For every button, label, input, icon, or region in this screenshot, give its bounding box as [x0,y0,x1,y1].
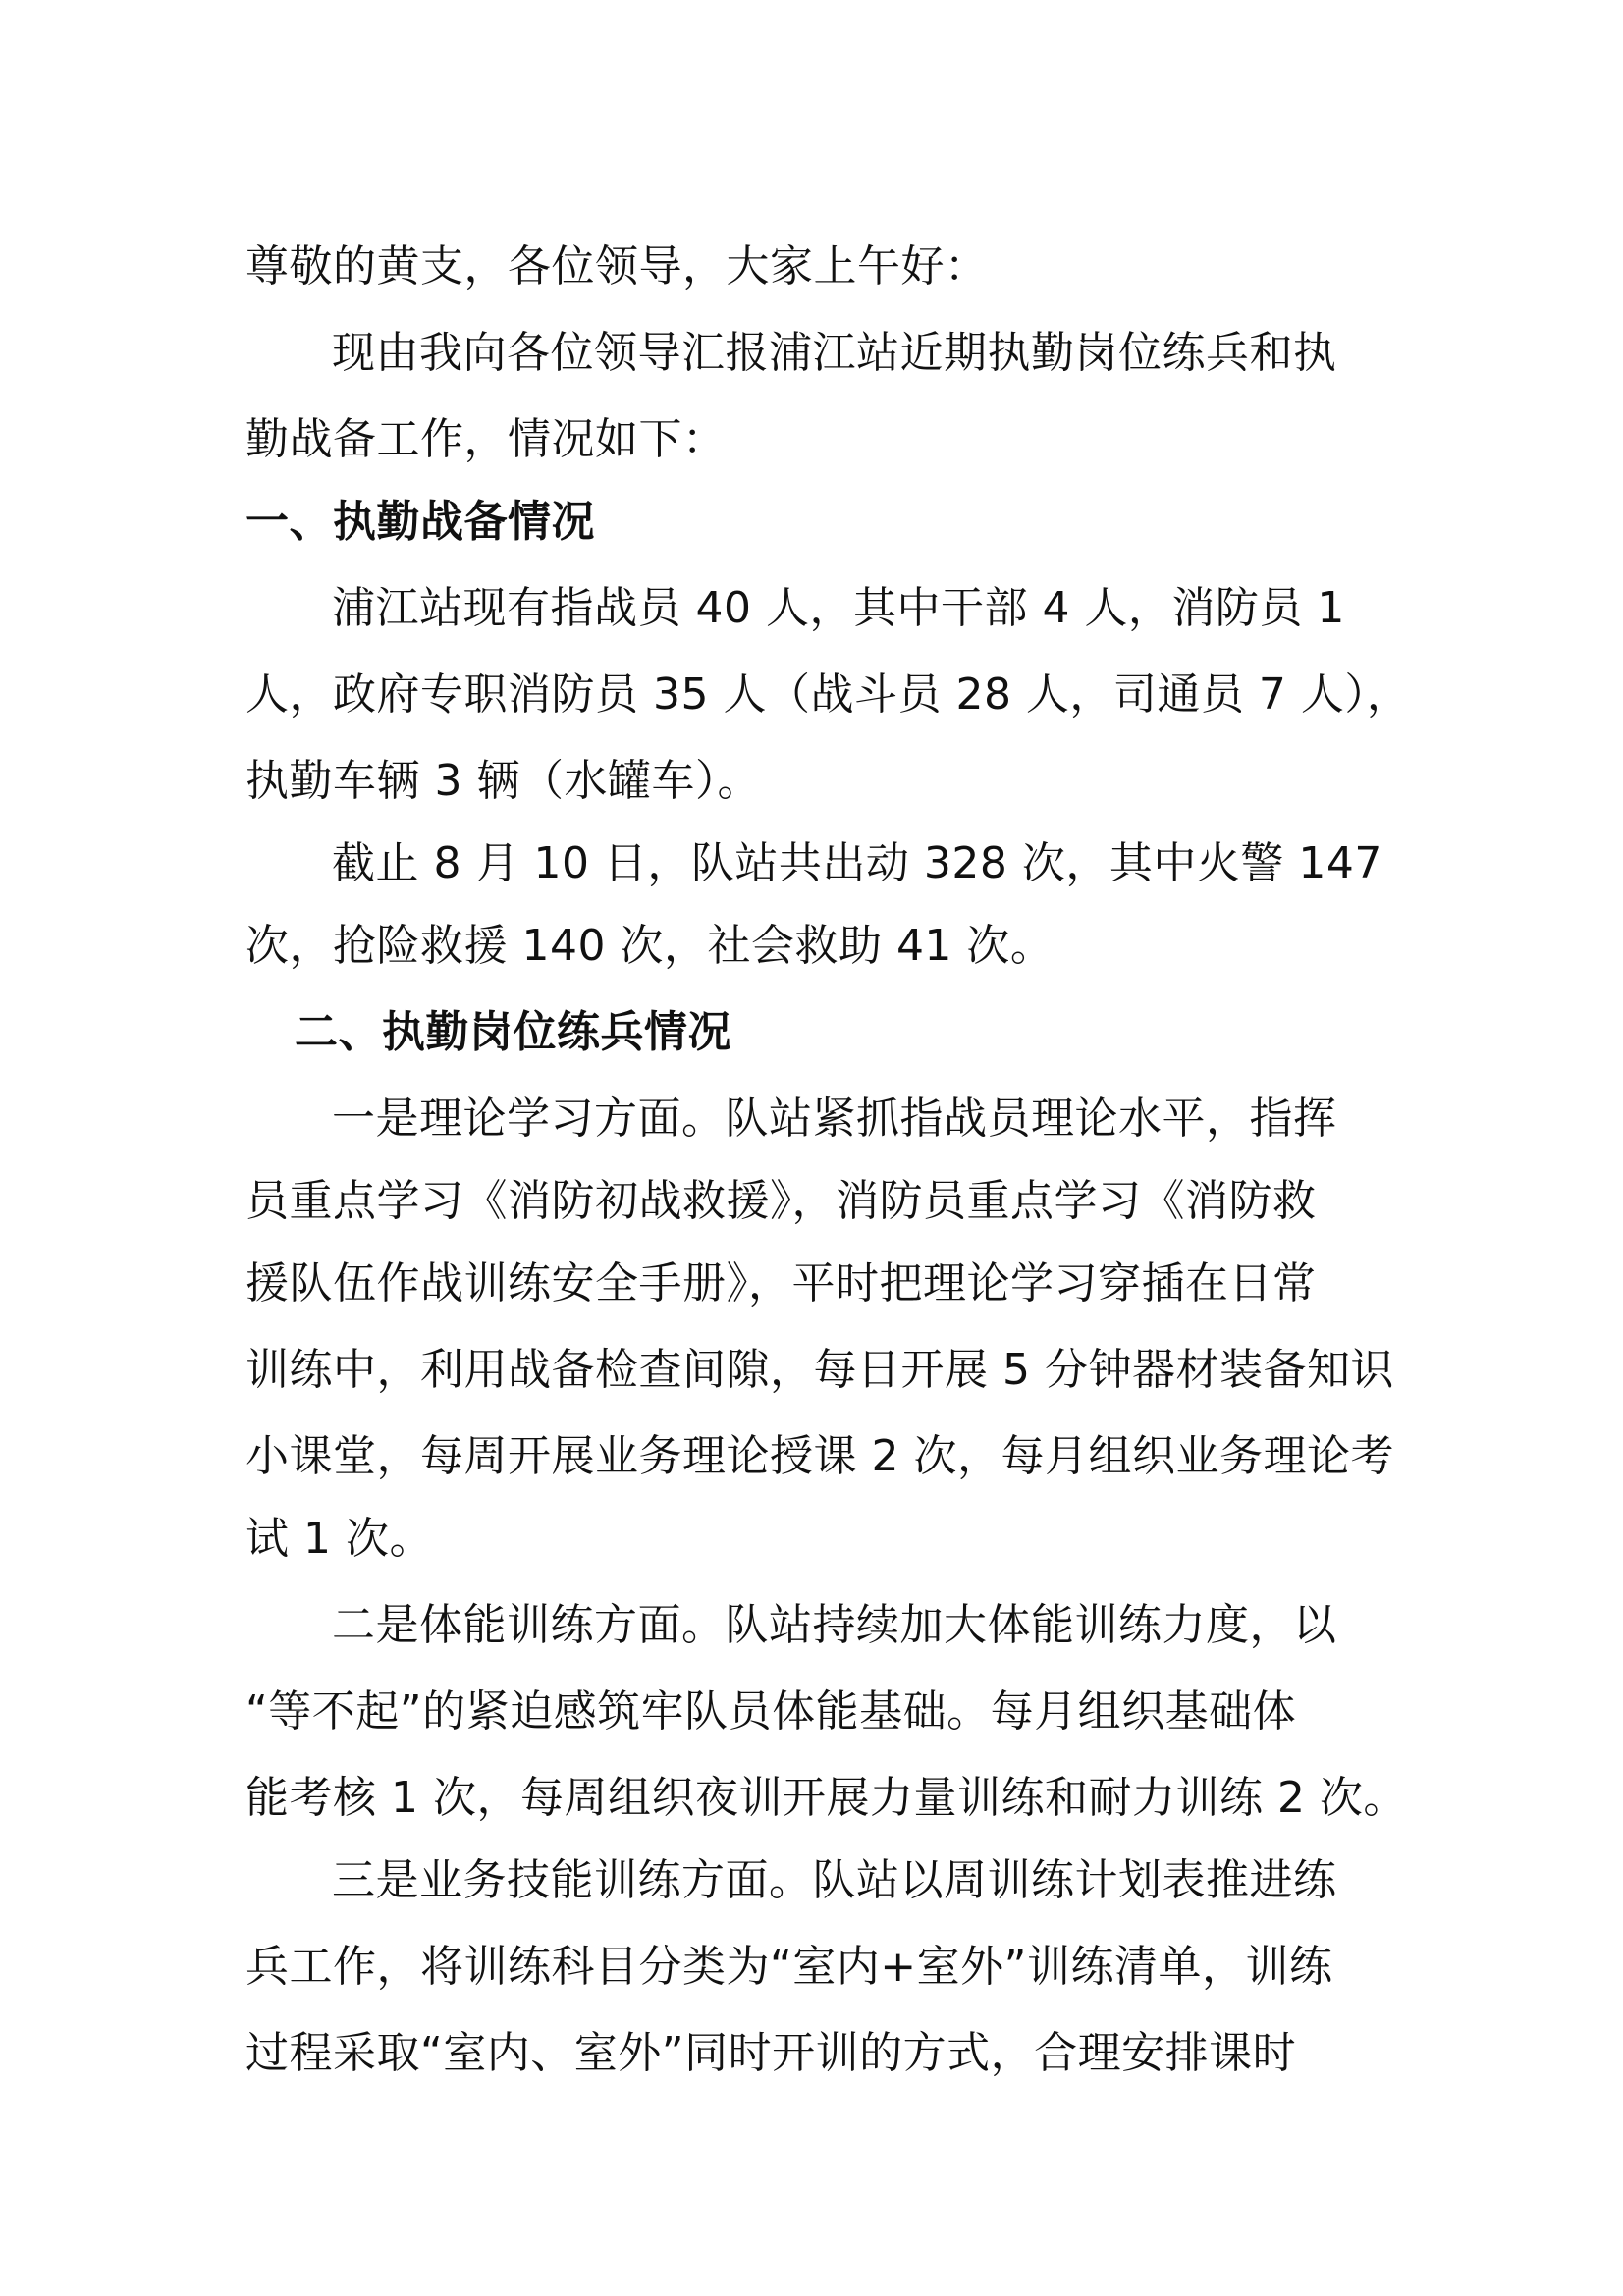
section2-p2-line-2: “等不起”的紧迫感筑牢队员体能基础。每月组织基础体 [245,1686,1297,1736]
section2-p2-line-3: 能考核 1 次，每周组织夜训开展力量训练和耐力训练 2 次。 [245,1773,1407,1823]
section1-heading: 一、执勤战备情况 [245,497,595,547]
section2-p1-line-1: 一是理论学习方面。队站紧抓指战员理论水平，指挥 [332,1094,1337,1144]
section2-p1-line-3: 援队伍作战训练安全手册》，平时把理论学习穿插在日常 [245,1258,1317,1308]
section1-p2-line-2: 次，抢险救援 140 次，社会救助 41 次。 [245,921,1055,971]
section1-p1-line-2: 人，政府专职消防员 35 人（战斗员 28 人，司通员 7 人）， [245,669,1411,720]
section2-p3-line-3: 过程采取“室内、室外”同时开训的方式，合理安排课时 [245,2028,1297,2078]
section2-p1-line-5: 小课堂，每周开展业务理论授课 2 次，每月组织业务理论考 [245,1431,1394,1481]
section2-heading: 二、执勤岗位练兵情况 [295,1007,731,1057]
section1-p1-line-3: 执勤车辆 3 辆（水罐车）。 [245,756,761,806]
section1-p2-line-1: 截止 8 月 10 日，队站共出动 328 次，其中火警 147 [332,838,1382,888]
section2-p3-line-1: 三是业务技能训练方面。队站以周训练计划表推进练 [332,1855,1337,1905]
section1-p1-line-1: 浦江站现有指战员 40 人，其中干部 4 人，消防员 1 [332,583,1345,633]
section2-p1-line-4: 训练中，利用战备检查间隙，每日开展 5 分钟器材装备知识 [245,1345,1394,1395]
salutation: 尊敬的黄支，各位领导，大家上午好： [245,241,989,292]
section2-p1-line-6: 试 1 次。 [245,1514,433,1564]
section2-p1-line-2: 员重点学习《消防初战救援》，消防员重点学习《消防救 [245,1176,1317,1226]
section2-p2-line-1: 二是体能训练方面。队站持续加大体能训练力度，以 [332,1600,1337,1650]
intro-line-2: 勤战备工作，情况如下： [245,414,727,464]
section2-p3-line-2: 兵工作，将训练科目分类为“室内+室外”训练清单，训练 [245,1942,1333,1992]
intro-line-1: 现由我向各位领导汇报浦江站近期执勤岗位练兵和执 [332,328,1337,378]
